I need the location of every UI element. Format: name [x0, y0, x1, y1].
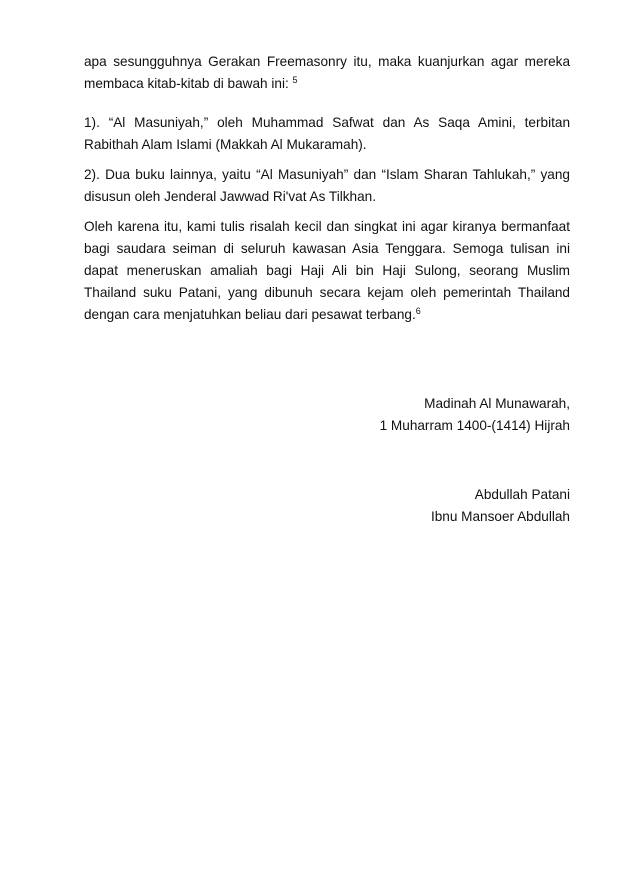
- paragraph-text: apa sesungguhnya Gerakan Freemasonry itu, maka kuanjurkan agar mereka membaca kitab-kitab di bawah ini:: [84, 54, 570, 91]
- paragraph-book-one: [84, 112, 570, 156]
- signature-author-alias: Ibnu Mansoer Abdullah: [430, 509, 570, 524]
- signature-date: 1 Muharram 1400-(1414) Hijrah: [379, 418, 570, 433]
- paragraph-dedication: [84, 216, 570, 326]
- signature-author: Abdullah Patani: [474, 487, 570, 502]
- footnote-marker: 5: [292, 75, 298, 85]
- signature-place: Madinah Al Munawarah,: [424, 396, 570, 411]
- paragraph-freemasonry-intro: [84, 51, 570, 95]
- paragraph-text: 1). “Al Masuniyah,” oleh Muhammad Safwat dan As Saqa Amini, terbitan Rabithah Alam Islami (Makkah Al Mukaramah).: [84, 115, 570, 152]
- paragraph-text: Oleh karena itu, kami tulis risalah kecil dan singkat ini agar kiranya bermanfaat bagi saudara seiman di seluruh kawasan Asia Tenggara. Semoga tulisan ini dapat meneruskan amaliah bagi Haji Ali bin Haji Sulong, seorang Muslim Thailand suku Patani, yang dibunuh secara kejam oleh pemerintah Thailand dengan cara menjatuhkan beliau dari pesawat terbang.: [84, 219, 570, 322]
- footnote-marker: 6: [415, 306, 421, 316]
- paragraph-text: 2). Dua buku lainnya, yaitu “Al Masuniyah” dan “Islam Sharan Tahlukah,” yang disusun oleh Jenderal Jawwad Ri'vat As Tilkhan.: [84, 167, 570, 204]
- paragraph-book-two: [84, 164, 570, 208]
